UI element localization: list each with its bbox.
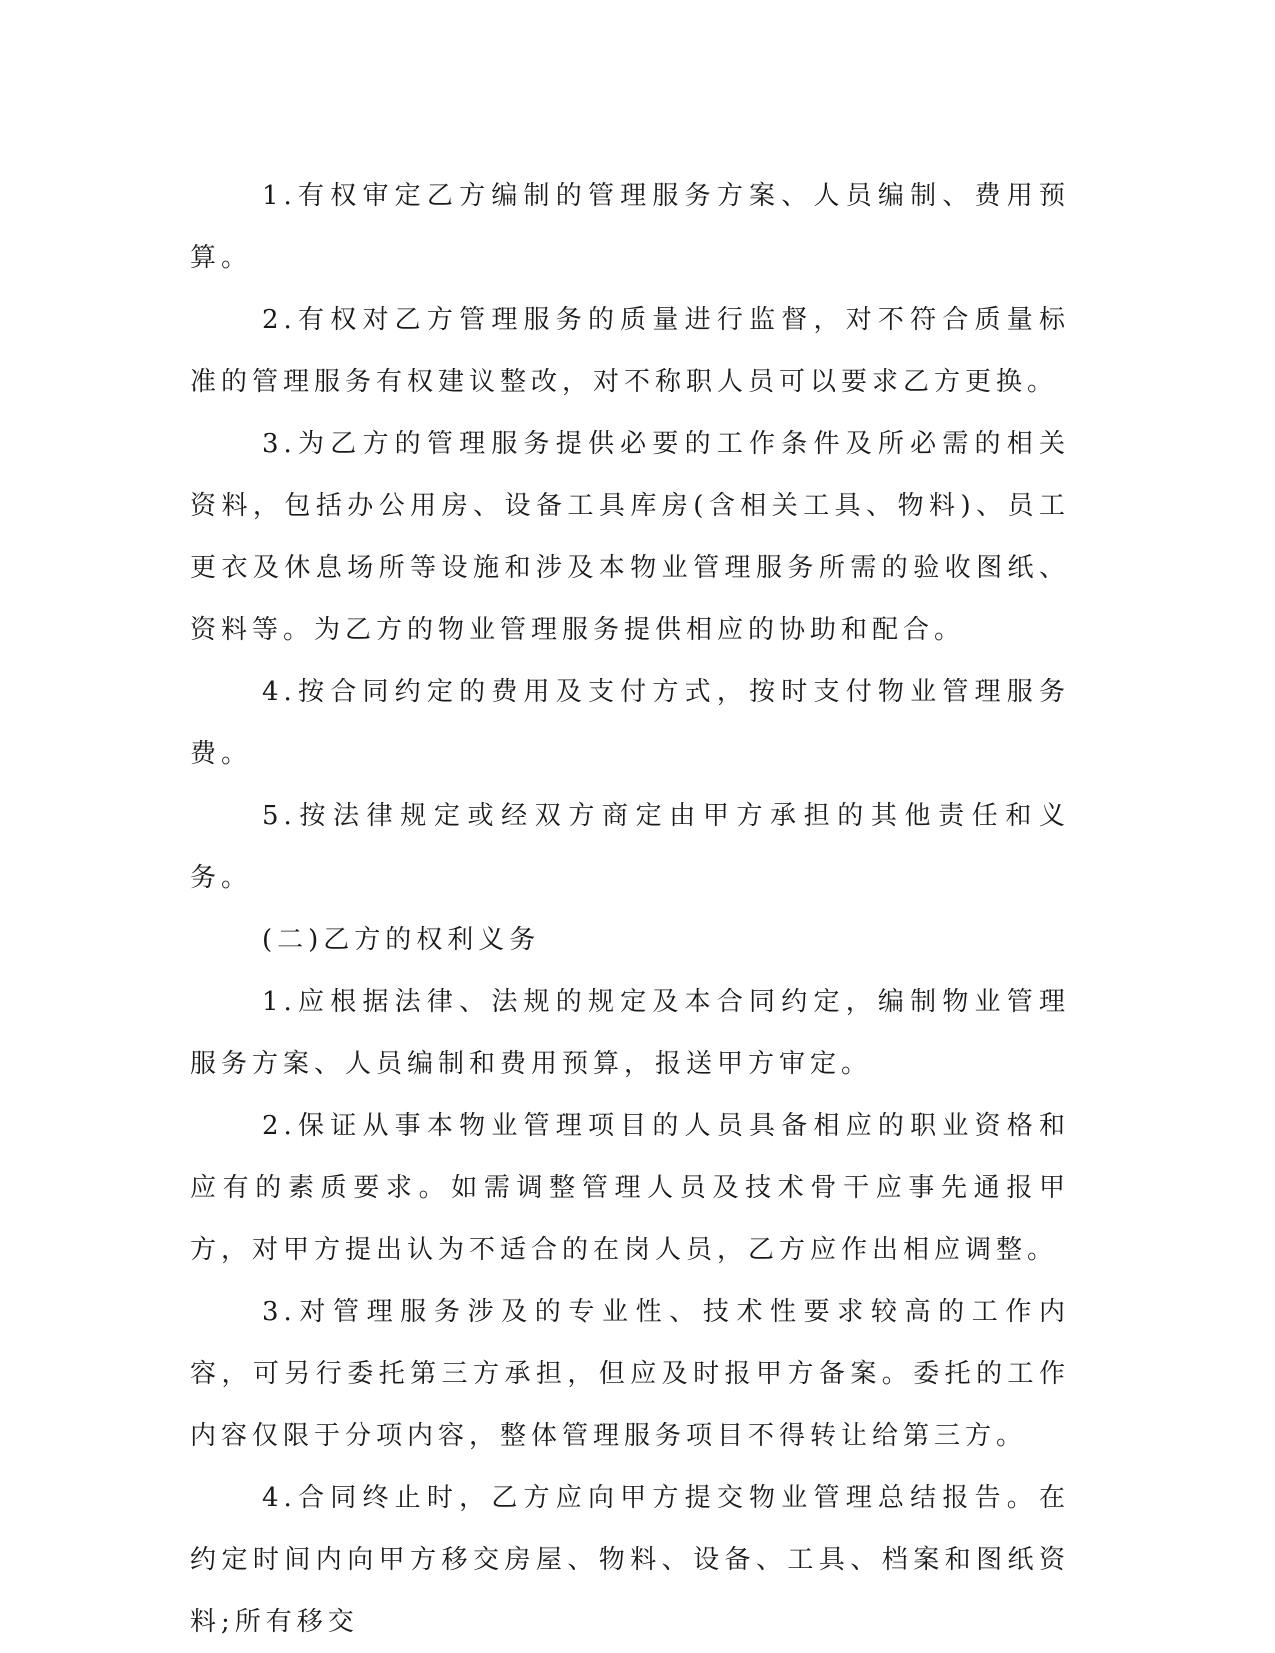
paragraph-party-b-duty-1: 1.应根据法律、法规的规定及本合同约定，编制物业管理服务方案、人员编制和费用预算，报送甲方审定。 — [190, 987, 1070, 1079]
document-body — [190, 165, 1070, 1653]
section-heading-party-b: (二)乙方的权利义务 — [262, 925, 541, 955]
paragraph-party-b-duty-2: 2.保证从事本物业管理项目的人员具备相应的职业资格和应有的素质要求。如需调整管理人员及技术骨干应事先通报甲方，对甲方提出认为不适合的在岗人员，乙方应作出相应调整。 — [190, 1111, 1070, 1265]
paragraph-party-b-duty-4: 4.合同终止时，乙方应向甲方提交物业管理总结报告。在约定时间内向甲方移交房屋、物料、设备、工具、档案和图纸资料;所有移交 — [190, 1483, 1070, 1637]
paragraph-party-a-right-2: 2.有权对乙方管理服务的质量进行监督，对不符合质量标准的管理服务有权建议整改，对不称职人员可以要求乙方更换。 — [190, 305, 1070, 397]
paragraph-party-a-duty-3: 3.为乙方的管理服务提供必要的工作条件及所必需的相关资料，包括办公用房、设备工具库房(含相关工具、物料)、员工更衣及休息场所等设施和涉及本物业管理服务所需的验收图纸、资料等。为乙方的物业管理服务提供相应的协助和配合。 — [190, 429, 1070, 645]
paragraph-party-a-duty-4: 4.按合同约定的费用及支付方式，按时支付物业管理服务费。 — [190, 677, 1070, 769]
paragraph-party-b-duty-3: 3.对管理服务涉及的专业性、技术性要求较高的工作内容，可另行委托第三方承担，但应及时报甲方备案。委托的工作内容仅限于分项内容，整体管理服务项目不得转让给第三方。 — [190, 1297, 1070, 1451]
paragraph-party-a-right-1: 1.有权审定乙方编制的管理服务方案、人员编制、费用预算。 — [190, 181, 1070, 273]
paragraph-party-a-duty-5: 5.按法律规定或经双方商定由甲方承担的其他责任和义务。 — [190, 801, 1070, 893]
